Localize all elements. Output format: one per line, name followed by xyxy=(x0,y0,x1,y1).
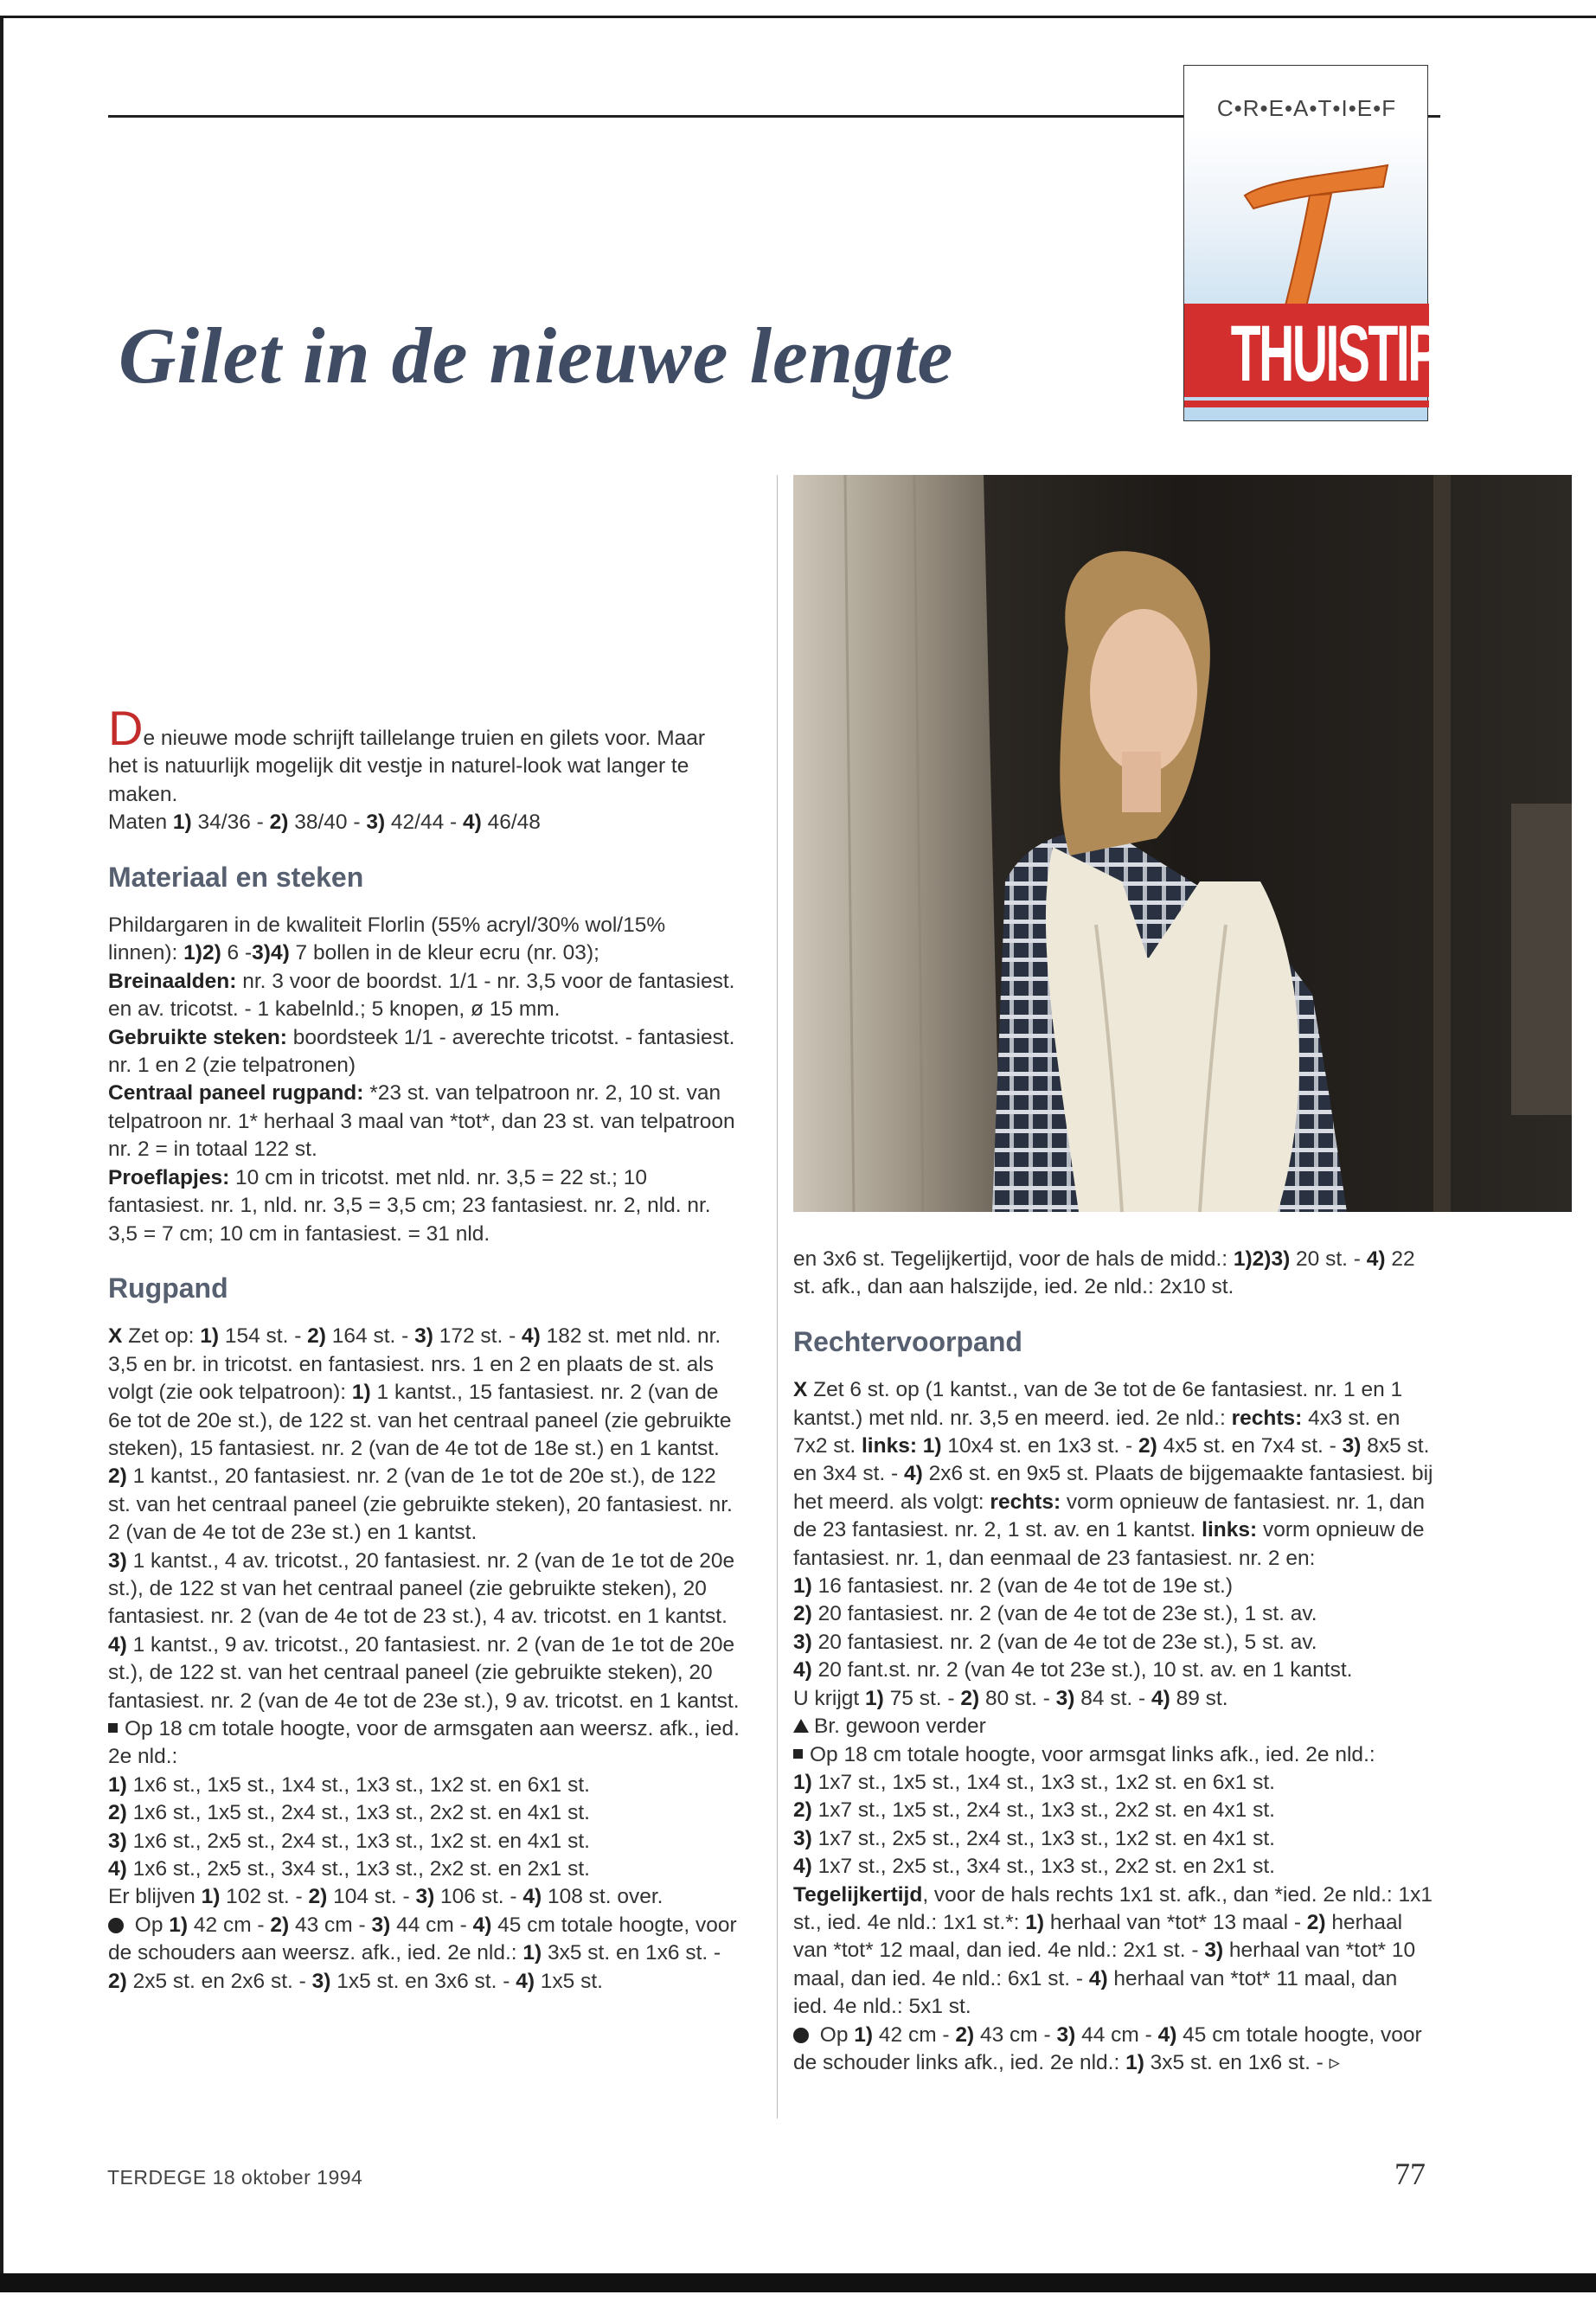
thuistips-underline xyxy=(1184,401,1429,407)
materiaal-heading: Materiaal en steken xyxy=(108,861,364,893)
rechtervoorpand-heading: Rechtervoorpand xyxy=(793,1325,1022,1357)
page-number: 77 xyxy=(1394,2157,1426,2191)
rugpand-text: X Zet op: 1) 154 st. - 2) 164 st. - 3) 172 st. - 4) 182 st. met nld. nr. 3,5 en br. in tricotst. en fantasiest. nrs. 1 en 2 en plaats de st. als volgt (zie ook telpatroon): 1) 1 kantst., 15 fantasiest. nr. 2 (van de 6e tot de 20e st.), de 122 st. van het centraal paneel (zie gebruikte steken), 15 fantasiest. nr. 2 (van de 4e tot de 18e st.) en 1 kantst. 2) 1 kantst., 20 fantasiest. nr. 2 (van de 1e tot de 20e st.), de 122 st. van het centraal paneel (zie gebruikte steken), 20 fantasiest. nr. 2 (van de 4e tot de 23e st.) en 1 kantst. 3) 1 kantst., 4 av. tricotst., 20 fantasiest. nr. 2 (van de 1e tot de 20e st.), de 122 st van het centraal paneel (zie gebruikte steken), 20 fantasiest. nr. 2 (van de 4e tot de 23 st.), 4 av. tricotst. en 1 kantst. 4) 1 kantst., 9 av. tricotst., 20 fantasiest. nr. 2 (van de 1e tot de 20e st.), de 122 st. van het centraal paneel (zie gebruikte steken), 20 fantasiest. nr. 2 (van de 4e tot de 23e st.), 9 av. tricotst. en 1 kantst. Op 18 cm totale hoogte, voor de armsgaten aan weersz. afk., ied. 2e nld.: 1) 1x6 st., 1x5 st., 1x4 st., 1x3 st., 1x2 st. en 6x1 st. 2) 1x6 st., 1x5 st., 2x4 st., 1x3 st., 2x2 st. en 4x1 st. 3) 1x6 st., 2x5 st., 2x4 st., 1x3 st., 1x2 st. en 4x1 st. 4) 1x6 st., 2x5 st., 3x4 st., 1x3 st., 2x2 st. en 2x1 st. Er blijven 1) 102 st. - 2) 104 st. - 3) 106 st. - 4) 108 st. over. Op 1) 42 cm - 2) 43 cm - 3) 44 cm - 4) 45 cm totale hoogte, voor de schouders aan weersz. afk., ied. 2e nld.: 1) 3x5 st. en 1x6 st. - 2) 2x5 st. en 2x6 st. - 3) 1x5 st. en 3x6 st. - 4) 1x5 st. xyxy=(108,1324,740,1993)
column-divider xyxy=(777,475,778,2118)
sizes-label: Maten xyxy=(108,811,168,835)
rugpand-continuation: en 3x6 st. Tegelijkertijd, voor de hals de midd.: 1)2)3) 20 st. - 4) 22 st. afk., dan aan halszijde, ied. 2e nld.: 2x10 st. xyxy=(793,1247,1415,1299)
size-num: 1) xyxy=(172,811,192,835)
thuistips-banner xyxy=(1184,304,1470,425)
model-photo xyxy=(793,475,1572,1212)
left-column xyxy=(108,701,740,1996)
size-val: 34/36 - xyxy=(197,811,264,835)
size-val: 38/40 - xyxy=(294,811,361,835)
page-frame-left xyxy=(0,16,3,2291)
rechtervoorpand-text: X Zet 6 st. op (1 kantst., van de 3e tot de 6e fantasiest. nr. 1 en 1 kantst.) met nld. nr. 3,5 en meerd. ied. 2e nld.: rechts: 4x3 st. en 7x2 st. links: 1) 10x4 st. en 1x3 st. - 2) 4x5 st. en 7x4 st. - 3) 8x5 st. en 3x4 st. - 4) 2x6 st. en 9x5 st. Plaats de bijgemaakte fantasiest. bij het meerd. als volgt: rechts: vorm opnieuw de fantasiest. nr. 1, dan de 23 fantasiest. nr. 2, 1 st. av. en 1 kantst. links: vorm opnieuw de fantasiest. nr. 1, dan eenmaal de 23 fantasiest. nr. 2 en: 1) 16 fantasiest. nr. 2 (van de 4e tot de 19e st.) 2) 20 fantasiest. nr. 2 (van de 4e tot de 23e st.), 1 st. av. 3) 20 fantasiest. nr. 2 (van de 4e tot de 23e st.), 5 st. av. 4) 20 fant.st. nr. 2 (van 4e tot 23e st.), 10 st. av. en 1 kantst. U krijgt 1) 75 st. - 2) 80 st. - 3) 84 st. - 4) 89 st. Br. gewoon verder Op 18 cm totale hoogte, voor armsgat links afk., ied. 2e nld.: 1) 1x7 st., 1x5 st., 1x4 st., 1x3 st., 1x2 st. en 6x1 st. 2) 1x7 st., 1x5 st., 2x4 st., 1x3 st., 2x2 st. en 4x1 st. 3) 1x7 st., 2x5 st., 2x4 st., 1x3 st., 1x2 st. en 4x1 st. 4) 1x7 st., 2x5 st., 3x4 st., 1x3 st., 2x2 st. en 2x1 st. Tegelijkertijd, voor de hals rechts 1x1 st. afk., dan *ied. 2e nld.: 1x1 st., ied. 4e nld.: 1x1 st.*: 1) herhaal van *tot* 13 maal - 2) herhaal van *tot* 12 maal, dan ied. 4e nld.: 2x1 st. - 3) herhaal van *tot* 10 maal, dan ied. 4e nld.: 6x1 st. - 4) herhaal van *tot* 11 maal, dan ied. 4e nld.: 5x1 st. Op 1) 42 cm - 2) 43 cm - 3) 44 cm - 4) 45 cm totale hoogte, voor de schouder links afk., ied. 2e nld.: 1) 3x5 st. en 1x6 st. - ▹ xyxy=(793,1378,1433,2074)
thuistips-badge xyxy=(1183,65,1470,421)
article-title: Gilet in de nieuwe lengte xyxy=(119,311,954,400)
circle-bullet-icon xyxy=(793,2028,809,2043)
size-num: 3) xyxy=(366,811,386,835)
square-bullet-icon xyxy=(108,1723,118,1733)
creatief-label: C•R•E•A•T•I•E•F xyxy=(1216,95,1397,121)
size-num: 2) xyxy=(269,811,289,835)
size-val: 42/44 - xyxy=(390,811,458,835)
rugpand-heading: Rugpand xyxy=(108,1272,228,1304)
square-bullet-icon xyxy=(793,1749,803,1759)
circle-bullet-icon xyxy=(108,1918,124,1933)
size-num: 4) xyxy=(463,811,482,835)
intro-text: e nieuwe mode schrijft taillelange truien en gilets voor. Maar het is natuurlijk mogelijk dit vestje in naturel-look wat langer te maken. xyxy=(108,727,706,806)
right-column xyxy=(793,1246,1433,2077)
thuistips-label: THUISTIPS xyxy=(1230,310,1470,398)
page-frame-top xyxy=(0,16,1596,18)
footer-publication: TERDEGE 18 oktober 1994 xyxy=(107,2166,363,2189)
sizes-line xyxy=(108,809,740,836)
page-frame-bottom xyxy=(0,2273,1596,2292)
intro-paragraph xyxy=(108,701,740,809)
size-val: 46/48 xyxy=(487,811,541,835)
triangle-bullet-icon xyxy=(793,1719,809,1733)
materiaal-text: Phildargaren in de kwaliteit Florlin (55% acryl/30% wol/15% linnen): 1)2) 6 -3)4) 7 bollen in de kleur ecru (nr. 03); Breinaalden: nr. 3 voor de boordst. 1/1 - nr. 3,5 voor de fantasiest. en av. tricotst. - 1 kabelnld.; 5 knopen, ø 15 mm. Gebruikte steken: boordsteek 1/1 - averechte tricotst. - fantasiest. nr. 1 en 2 (zie telpatronen) Centraal paneel rugpand: *23 st. van telpatroon nr. 2, 10 st. van telpatroon nr. 1* herhaal 3 maal van *tot*, dan 23 st. van telpatroon nr. 2 = in totaal 122 st. Proeflapjes: 10 cm in tricotst. met nld. nr. 3,5 = 22 st.; 10 fantasiest. nr. 1, nld. nr. 3,5 = 3,5 cm; 23 fantasiest. nr. 2, nld. nr. 3,5 = 7 cm; 10 cm in fantasiest. = 31 nld. xyxy=(108,913,735,1246)
drop-cap: D xyxy=(108,701,144,755)
